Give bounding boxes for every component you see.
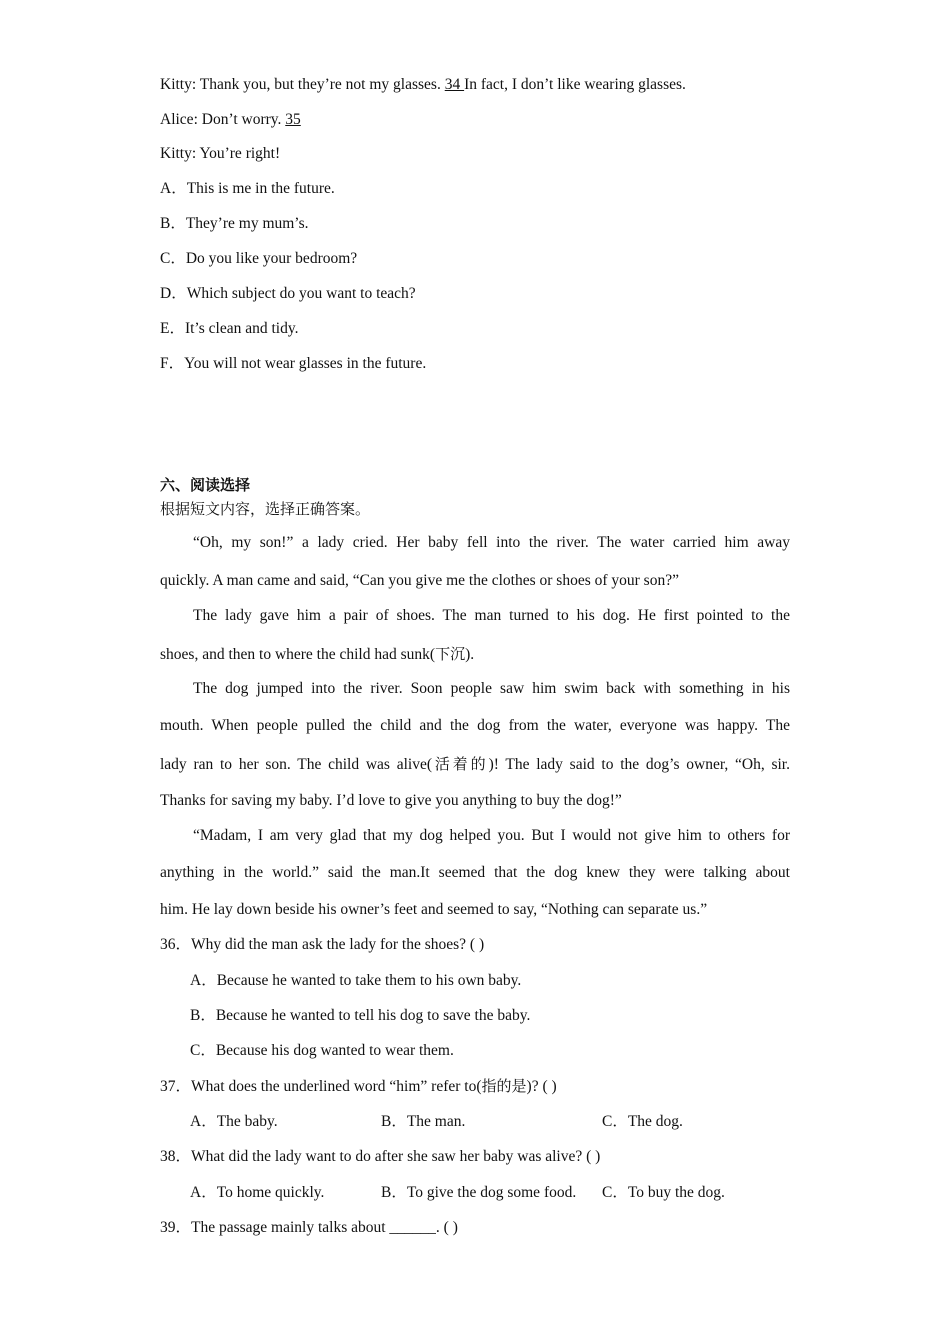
section-instruction: 根据短文内容，选择正确答案。	[160, 500, 371, 518]
passage-line: The lady gave him a pair of shoes. The man turned to his dog. He first pointed to the	[193, 607, 790, 624]
question-37-option-c: C．The dog.	[602, 1113, 683, 1130]
dialogue-option-c: C．Do you like your bedroom?	[160, 250, 358, 267]
section-title: 六、阅读选择	[160, 476, 251, 494]
dialogue-option-e: E．It’s clean and tidy.	[160, 320, 299, 337]
question-36-option-b: B．Because he wanted to tell his dog to save the baby.	[190, 1007, 531, 1024]
dialogue-text: Kitty: Thank you, but they’re not my glasses.	[160, 76, 445, 93]
passage-line	[160, 754, 790, 775]
dialogue-text: Alice: Don’t worry.	[160, 111, 286, 128]
chinese-gloss: 下沉	[435, 645, 466, 663]
dialogue-option-f: F．You will not wear glasses in the future.	[160, 355, 427, 372]
dialogue-kitty-line-1	[160, 75, 686, 95]
chinese-gloss: 指的是	[481, 1077, 527, 1095]
passage-line: “Oh, my son!” a lady cried. Her baby fell into the river. The water carried him away	[193, 534, 790, 551]
dialogue-alice-line	[160, 110, 301, 130]
question-39-stem: 39．The passage mainly talks about ______. ( )	[160, 1219, 458, 1236]
passage-line: anything in the world.” said the man.It seemed that the dog knew they were talking about	[160, 864, 790, 881]
blank-34: 34	[444, 76, 465, 93]
passage-text: lady ran to her son. The child was alive(	[160, 756, 433, 773]
question-38-option-a: A．To home quickly.	[190, 1184, 325, 1201]
passage-line	[160, 644, 474, 665]
passage-line: mouth. When people pulled the child and the dog from the water, everyone was happy. The	[160, 717, 790, 734]
question-text: 37．What does the underlined word “him” refer to(	[160, 1078, 482, 1095]
question-37-option-b: B．The man.	[381, 1113, 466, 1130]
dialogue-option-d: D．Which subject do you want to teach?	[160, 285, 416, 302]
passage-line: “Madam, I am very glad that my dog helped you. But I would not give him to others for	[193, 827, 790, 844]
passage-line: him. He lay down beside his owner’s feet and seemed to say, “Nothing can separate us.”	[160, 901, 708, 918]
passage-text: ).	[465, 646, 475, 663]
passage-line: quickly. A man came and said, “Can you give me the clothes or shoes of your son?”	[160, 572, 679, 589]
question-36-option-c: C．Because his dog wanted to wear them.	[190, 1042, 454, 1059]
question-37-option-a: A．The baby.	[190, 1113, 278, 1130]
question-38-option-b: B．To give the dog some food.	[381, 1184, 577, 1201]
question-37-stem	[160, 1076, 557, 1097]
passage-line: Thanks for saving my baby. I’d love to give you anything to buy the dog!”	[160, 792, 622, 809]
dialogue-option-b: B．They’re my mum’s.	[160, 215, 309, 232]
passage-text: shoes, and then to where the child had sunk(	[160, 646, 436, 663]
question-36-stem: 36．Why did the man ask the lady for the shoes? ( )	[160, 936, 485, 953]
blank-35: 35	[285, 111, 301, 128]
chinese-gloss: 活着的	[432, 755, 489, 773]
question-38-option-c: C．To buy the dog.	[602, 1184, 725, 1201]
question-38-stem: 38．What did the lady want to do after she saw her baby was alive? ( )	[160, 1148, 601, 1165]
question-text: )? ( )	[526, 1078, 557, 1095]
question-36-option-a: A．Because he wanted to take them to his own baby.	[190, 972, 522, 989]
passage-text: )! The lady said to the dog’s owner, “Oh, sir.	[488, 756, 790, 773]
dialogue-kitty-line-2: Kitty: You’re right!	[160, 145, 281, 162]
dialogue-option-a: A．This is me in the future.	[160, 180, 335, 197]
dialogue-text: In fact, I don’t like wearing glasses.	[464, 76, 686, 93]
passage-line: The dog jumped into the river. Soon people saw him swim back with something in his	[193, 680, 790, 697]
